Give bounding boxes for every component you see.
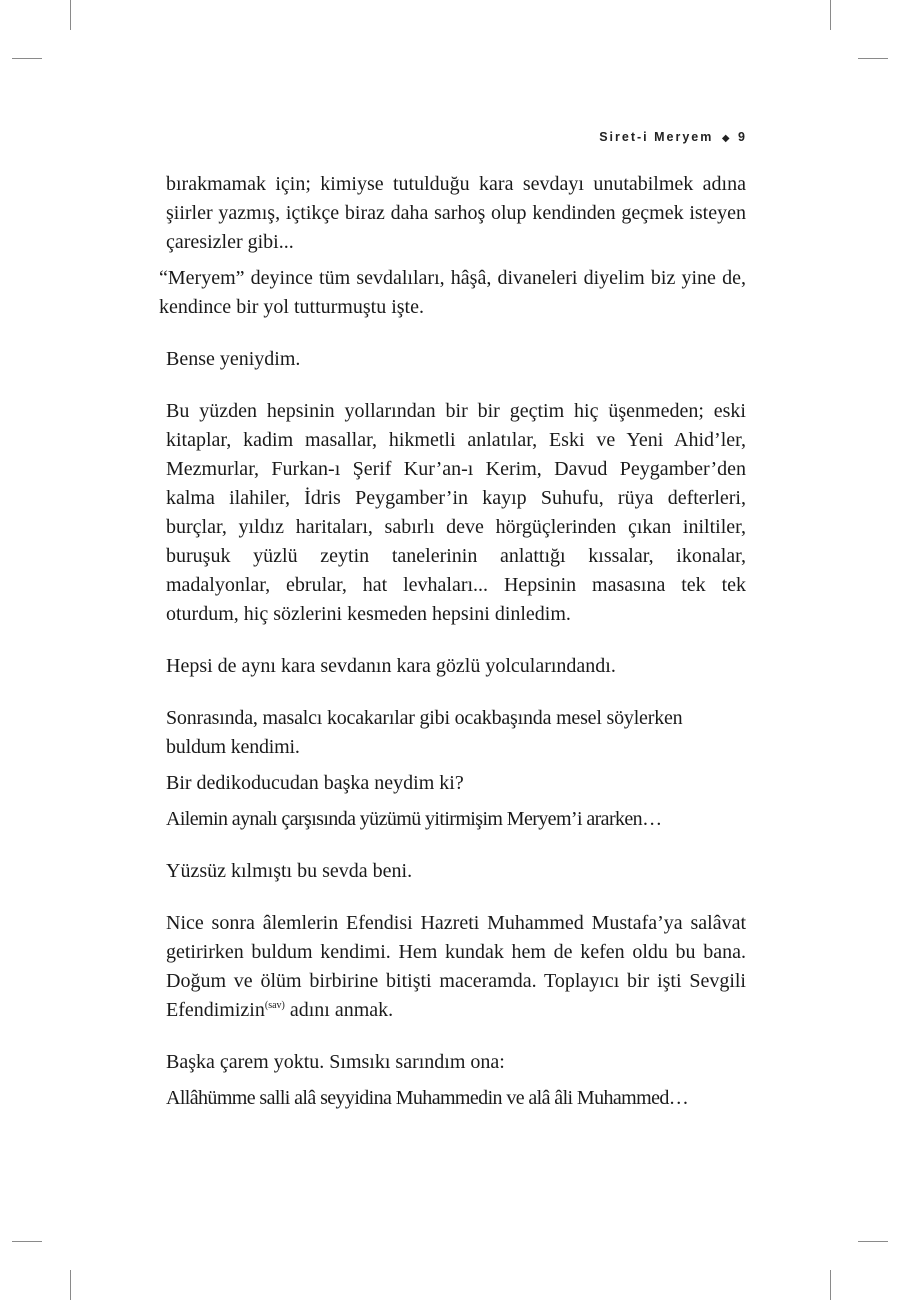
paragraph-12: Allâhümme salli alâ seyyidina Muhammedin ve alâ âli Muhammed… [166, 1087, 689, 1109]
running-head [599, 130, 747, 144]
crop-mark-top-left [70, 0, 71, 30]
crop-mark-left-top [12, 58, 42, 59]
page-body [159, 170, 746, 1113]
crop-mark-top-right [830, 0, 831, 30]
crop-mark-right-top [858, 58, 888, 59]
crop-mark-bottom-right [830, 1270, 831, 1300]
paragraph-2: “Meryem” deyince tüm sevdalıları, hâşâ, divaneleri diyelim biz yine de, kendince bir yol tutturmuştu işte. [159, 267, 746, 318]
paragraph-5: Hepsi de aynı kara sevdanın kara gözlü yolcularındandı. [166, 655, 616, 677]
crop-mark-bottom-left [70, 1270, 71, 1300]
paragraph-10-text: Nice sonra âlemlerin Efendisi Hazreti Muhammed Mustafa’ya salâvat getirirken buldum kendimi. Hem kundak hem de kefen oldu bu bana. Doğum ve ölüm birbirine bitişti maceramda. Toplayıcı bir işti Sevgili Efendimizin [166, 912, 746, 1021]
paragraph-4: Bu yüzden hepsinin yollarından bir bir geçtim hiç üşenmeden; eski kitaplar, kadim masallar, hikmetli anlatılar, Eski ve Yeni Ahid’ler, Mezmurlar, Furkan-ı Şerif Kur’an-ı Kerim, Davud Peygamber’den kalma ilahiler, İdris Peygamber’in kayıp Suhufu, rüya defterleri, burçlar, yıldız haritaları, sabırlı deve hörgüçlerinden çıkan iniltiler, buruşuk yüzlü zeytin tanelerinin anlattığı kıssalar, ikonalar, madalyonlar, ebrular, hat levhaları... Hepsinin masasına tek tek oturdum, hiç sözlerini kesmeden hepsini dinledim. [166, 400, 746, 625]
crop-mark-right-bottom [858, 1241, 888, 1242]
paragraph-9: Yüzsüz kılmıştı bu sevda beni. [166, 860, 413, 882]
paragraph-10 [166, 909, 746, 1025]
paragraph-3: Bense yeniydim. [166, 348, 301, 370]
paragraph-6: Sonrasında, masalcı kocakarılar gibi ocakbaşında mesel söylerken buldum kendimi. [166, 707, 683, 758]
paragraph-10-end: adını anmak. [284, 999, 394, 1021]
separator-diamond-icon: ◆ [721, 133, 730, 144]
running-title: Siret-i Meryem [599, 130, 714, 144]
paragraph-1: bırakmamak için; kimiyse tutulduğu kara sevdayı unutabilmek adına şiirler yazmış, içtikçe biraz daha sarhoş olup kendinden geçmek isteyen çaresizler gibi... [166, 173, 746, 253]
paragraph-7: Bir dedikoducudan başka neydim ki? [166, 772, 464, 794]
salawat-superscript: (sav) [264, 1000, 285, 1011]
paragraph-11: Başka çarem yoktu. Sımsıkı sarındım ona: [166, 1051, 505, 1073]
page-number: 9 [738, 130, 747, 144]
crop-mark-left-bottom [12, 1241, 42, 1242]
paragraph-8: Ailemin aynalı çarşısında yüzümü yitirmişim Meryem’i ararken… [166, 808, 662, 830]
